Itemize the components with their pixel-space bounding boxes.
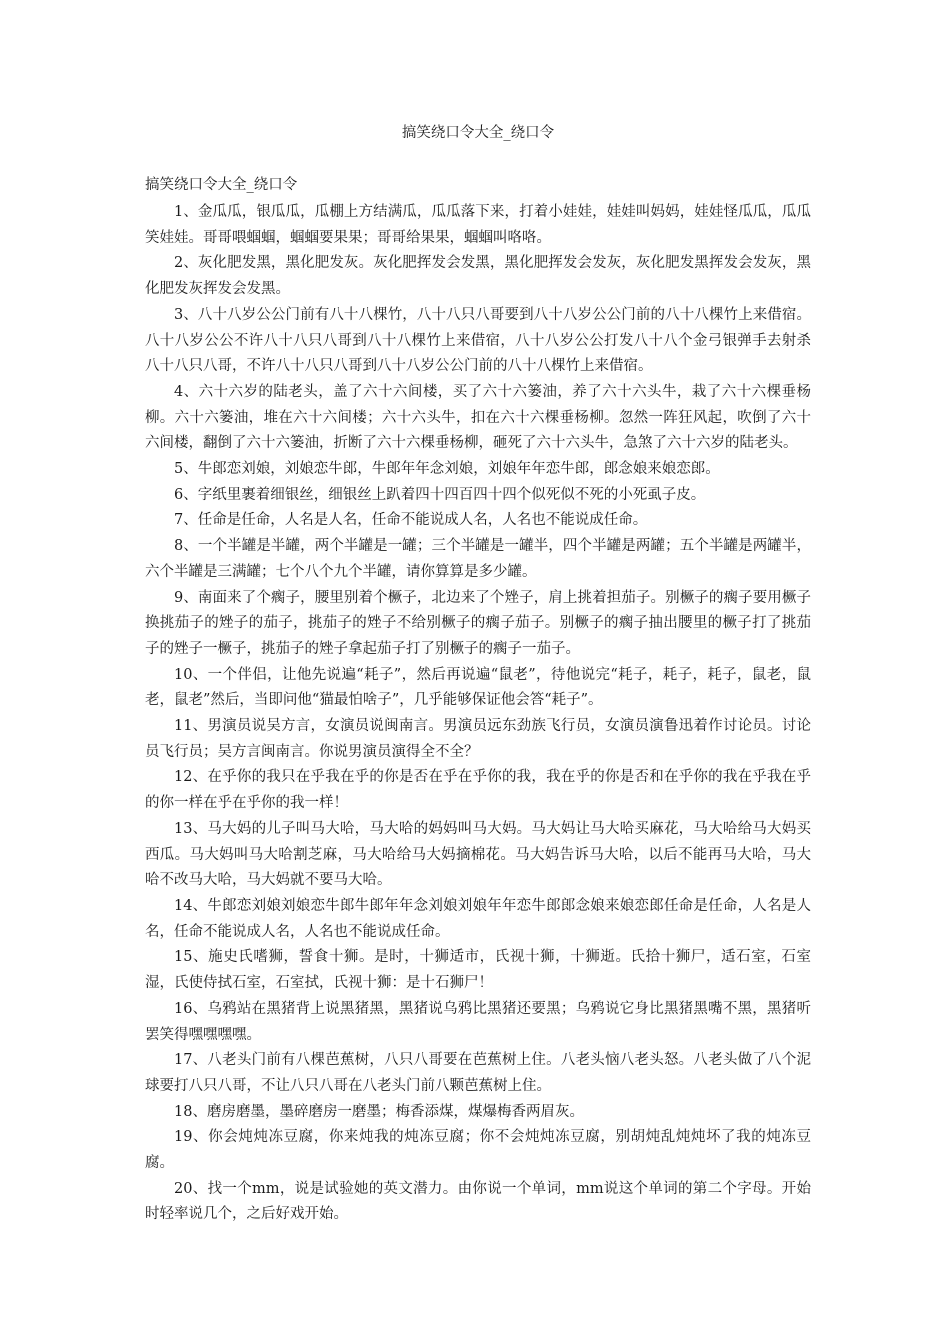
paragraph: 6、字纸里裹着细银丝，细银丝上趴着四十四百四十四个似死似不死的小死虱子皮。 bbox=[174, 486, 706, 503]
paragraph: 10、一个伴侣，让他先说遍“耗子”，然后再说遍“鼠老”，待他说完“耗子，耗子，耗子，鼠老，鼠老，鼠老”然后，当即问他“猫最怕啥子”，几乎能够保证他会答“耗子”。 bbox=[145, 666, 811, 709]
paragraph: 5、牛郎恋刘娘，刘娘恋牛郎，牛郎年年念刘娘，刘娘年年恋牛郎，郎念娘来娘恋郎。 bbox=[174, 461, 720, 478]
paragraph: 13、马大妈的儿子叫马大哈，马大哈的妈妈叫马大妈。马大妈让马大哈买麻花，马大哈给马大妈买西瓜。马大妈叫马大哈割芝麻，马大哈给马大妈摘棉花。马大妈告诉马大哈，以后不能再马大哈，马大哈不改马大哈，马大妈就不要马大哈。 bbox=[145, 820, 811, 889]
paragraph: 16、乌鸦站在黑猪背上说黑猪黑，黑猪说乌鸦比黑猪还要黑；乌鸦说它身比黑猪黑嘴不黑，黑猪听罢笑得嘿嘿嘿嘿。 bbox=[145, 1000, 811, 1043]
paragraph: 4、六十六岁的陆老头，盖了六十六间楼，买了六十六篓油，养了六十六头牛，栽了六十六棵垂杨柳。六十六篓油，堆在六十六间楼；六十六头牛，扣在六十六棵垂杨柳。忽然一阵狂风起，吹倒了六十六间楼，翻倒了六十六篓油，折断了六十六棵垂杨柳，砸死了六十六头牛，急煞了六十六岁的陆老头。 bbox=[145, 383, 811, 452]
paragraph: 12、在乎你的我只在乎我在乎的你是否在乎在乎你的我，我在乎的你是否和在乎你的我在乎我在乎的你一样在乎在乎你的我一样！ bbox=[145, 769, 811, 812]
paragraph: 17、八老头门前有八棵芭蕉树，八只八哥要在芭蕉树上住。八老头恼八老头怒。八老头做了八个泥球要打八只八哥，不让八只八哥在八老头门前八颗芭蕉树上住。 bbox=[145, 1052, 811, 1094]
paragraph: 18、磨房磨墨，墨碎磨房一磨墨；梅香添煤，煤爆梅香两眉灰。 bbox=[174, 1103, 584, 1120]
paragraph: 15、施史氏嗜狮，誓食十狮。是时，十狮适市，氏视十狮，十狮逝。氏拾十狮尸，适石室，石室湿，氏使侍拭石室，石室拭，氏视十狮：是十石狮尸！ bbox=[145, 949, 811, 992]
paragraph: 3、八十八岁公公门前有八十八棵竹，八十八只八哥要到八十八岁公公门前的八十八棵竹上来借宿。八十八岁公公不许八十八只八哥到八十八棵竹上来借宿，八十八岁公公打发八十八个金弓银弹手去射杀八十八只八哥，不许八十八只八哥到八十八岁公公门前的八十八棵竹上来借宿。 bbox=[145, 306, 811, 375]
document-subtitle: 搞笑绕口令大全_绕口令 bbox=[145, 177, 298, 193]
paragraph: 7、任命是任命，人名是人名，任命不能说成人名，人名也不能说成任命。 bbox=[174, 512, 648, 529]
paragraph: 11、男演员说吴方言，女演员说闽南言。男演员远东劲族飞行员，女演员演鲁迅着作讨论员。讨论员飞行员；吴方言闽南言。你说男演员演得全不全？ bbox=[145, 718, 811, 760]
paragraph: 2、灰化肥发黑，黑化肥发灰。灰化肥挥发会发黑，黑化肥挥发会发灰，灰化肥发黑挥发会发灰，黑化肥发灰挥发会发黑。 bbox=[145, 255, 811, 298]
paragraph: 9、南面来了个瘸子，腰里别着个橛子，北边来了个矬子，肩上挑着担茄子。别橛子的瘸子要用橛子换挑茄子的矬子的茄子，挑茄子的矬子不给别橛子的瘸子茄子。别橛子的瘸子抽出腰里的橛子打了挑茄子的矬子一橛子，挑茄子的矬子拿起茄子打了别橛子的瘸子一茄子。 bbox=[145, 589, 811, 657]
paragraph: 1、金瓜瓜，银瓜瓜，瓜棚上方结满瓜，瓜瓜落下来，打着小娃娃，娃娃叫妈妈，娃娃怪瓜瓜，瓜瓜笑娃娃。哥哥喂蝈蝈，蝈蝈要果果；哥哥给果果，蝈蝈叫咯咯。 bbox=[145, 204, 811, 246]
paragraph: 8、一个半罐是半罐，两个半罐是一罐；三个半罐是一罐半，四个半罐是两罐；五个半罐是两罐半，六个半罐是三满罐；七个八个九个半罐，请你算算是多少罐。 bbox=[145, 538, 811, 580]
paragraph: 14、牛郎恋刘娘刘娘恋牛郎牛郎年年念刘娘刘娘年年恋牛郎郎念娘来娘恋郎任命是任命，人名是人名，任命不能说成人名，人名也不能说成任命。 bbox=[145, 897, 811, 940]
paragraph: 19、你会炖炖冻豆腐，你来炖我的炖冻豆腐；你不会炖炖冻豆腐，别胡炖乱炖炖坏了我的炖冻豆腐。 bbox=[145, 1129, 811, 1172]
paragraph: 20、找一个mm，说是试验她的英文潜力。由你说一个单词，mm说这个单词的第二个字母。开始时轻率说几个，之后好戏开始。 bbox=[145, 1180, 811, 1223]
document-body bbox=[145, 200, 811, 1228]
document-title: 搞笑绕口令大全_绕口令 bbox=[401, 125, 555, 141]
